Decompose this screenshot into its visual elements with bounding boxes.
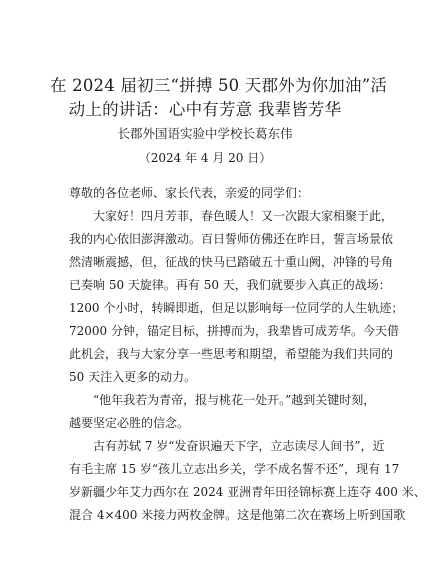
body-line: “他年我若为青帝，报与桃花一处开。”越到关键时刻， xyxy=(93,393,376,407)
body-line: 越要坚定必胜的信念。 xyxy=(69,416,190,430)
body-line: 混合 4×400 米接力两枚金牌。这是他第二次在赛场上听到国歌 xyxy=(69,508,406,522)
body-line: 岁新疆少年艾力西尔在 2024 亚洲青年田径锦标赛上连夺 400 米、 xyxy=(69,485,426,499)
document-author: 长郡外国语实验中学校长葛东伟 xyxy=(117,126,293,141)
document-title-line-2: 动上的讲话：心中有芳意 我辈皆芳华 xyxy=(68,100,342,119)
body-line: 50 天注入更多的动力。 xyxy=(69,370,197,384)
body-line: 有毛主席 15 岁“孩儿立志出乡关，学不成名誓不还”，现有 17 xyxy=(69,462,400,476)
body-line: 我的内心依旧澎湃激动。百日誓师仿佛还在昨日，誓言场景依 xyxy=(69,232,394,246)
body-line: 然清晰震撼，但，征战的快马已踏破五十重山阙，冲锋的号角 xyxy=(69,255,394,269)
body-line: 72000 分钟，锚定目标，拼搏而为，我辈皆可成芳华。今天借 xyxy=(69,324,399,338)
salutation-line: 尊敬的各位老师、家长代表，亲爱的同学们： xyxy=(69,186,310,200)
body-line: 1200 个小时，转瞬即逝，但足以影响每一位同学的人生轨迹； xyxy=(69,301,404,315)
body-line: 古有苏轼 7 岁“发奋识遍天下字，立志读尽人间书”，近 xyxy=(93,439,385,453)
body-line: 大家好！四月芳菲，春色暖人！又一次跟大家相聚于此， xyxy=(93,209,394,223)
document-title-line-1: 在 2024 届初三“拼搏 50 天郡外为你加油”活 xyxy=(50,76,388,95)
document-date: （2024 年 4 月 20 日） xyxy=(138,151,272,165)
body-line: 已奏响 50 天旋律。再有 50 天，我们就要步入真正的战场： xyxy=(69,278,391,292)
body-line: 此机会，我与大家分享一些思考和期望，希望能为我们共同的 xyxy=(69,347,394,361)
